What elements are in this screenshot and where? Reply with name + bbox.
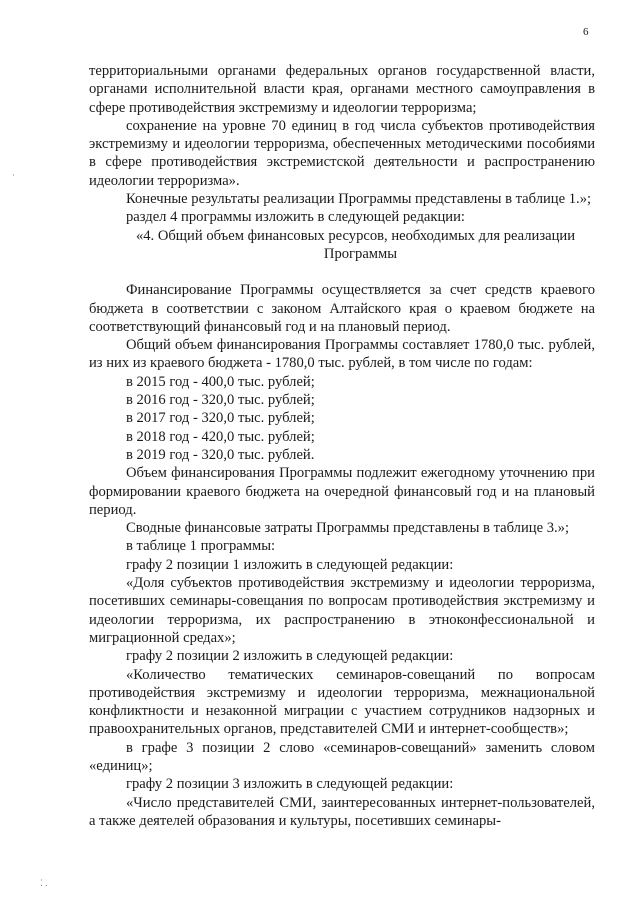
- paragraph: «Число представителей СМИ, заинтересованных интернет-пользователей, а также деятелей образования и культуры, посетивших семинары-: [89, 794, 595, 829]
- paragraph: Общий объем финансирования Программы составляет 1780,0 тыс. рублей, из них из краевого бюджета - 1780,0 тыс. рублей, в том числе по годам:: [89, 337, 595, 372]
- year-item: в 2016 год - 320,0 тыс. рублей;: [126, 392, 315, 409]
- paragraph: Объем финансирования Программы подлежит ежегодному уточнению при формировании краевого бюджета на очередной финансовый год и на плановый период.: [89, 465, 595, 518]
- paragraph: раздел 4 программы изложить в следующей редакции:: [126, 209, 465, 226]
- section-heading: «4. Общий объем финансовых ресурсов, необходимых для реализации Программы: [135, 227, 576, 262]
- year-item: в 2017 год - 320,0 тыс. рублей;: [126, 410, 315, 427]
- year-item: в 2015 год - 400,0 тыс. рублей;: [126, 373, 315, 390]
- scan-speck: ⁚ .: [40, 878, 48, 888]
- paragraph: «Доля субъектов противодействия экстремизму и идеологии терроризма, посетивших семинары-совещания по вопросам противодействия экстремизму и идеологии терроризма, их распространению в этноконфессиональной и миграционной средах»;: [89, 575, 595, 646]
- paragraph: сохранение на уровне 70 единиц в год числа субъектов противодействия экстремизму и идеологии терроризма, обеспеченных методическими пособиями в сфере противодействия экстремистской деятельности и распространению идеологии терроризма».: [89, 117, 595, 189]
- page-number: 6: [583, 26, 589, 38]
- paragraph: «Количество тематических семинаров-совещаний по вопросам противодействия экстремизму и идеологии терроризма, межнациональной конфликтности и незаконной миграции с участием сотрудников надзорных и правоохранительных органов, представителей СМИ и интернет-сообществ»;: [89, 666, 595, 738]
- paragraph: графу 2 позиции 1 изложить в следующей редакции:: [126, 556, 454, 573]
- year-item: в 2019 год - 320,0 тыс. рублей.: [126, 446, 315, 463]
- scan-speck: ·: [12, 170, 15, 180]
- paragraph: графу 2 позиции 2 изложить в следующей редакции:: [126, 648, 454, 665]
- blank-line: [89, 263, 595, 281]
- paragraph: графу 2 позиции 3 изложить в следующей редакции:: [126, 776, 454, 793]
- paragraph: в графе 3 позиции 2 слово «семинаров-совещаний» заменить словом «единиц»;: [89, 739, 595, 774]
- paragraph: Сводные финансовые затраты Программы представлены в таблице 3.»;: [126, 520, 569, 537]
- document-body: [89, 62, 595, 830]
- paragraph: в таблице 1 программы:: [126, 538, 276, 555]
- year-item: в 2018 год - 420,0 тыс. рублей;: [126, 428, 315, 445]
- paragraph: Финансирование Программы осуществляется за счет средств краевого бюджета в соответствии с законом Алтайского края о краевом бюджете на соответствующий финансовый год и на плановый период.: [89, 282, 595, 335]
- paragraph: территориальными органами федеральных органов государственной власти, органами исполнительной власти края, органами местного самоуправления в сфере противодействия экстремизму и идеологии терроризма;: [89, 63, 595, 116]
- paragraph: Конечные результаты реализации Программы представлены в таблице 1.»;: [126, 191, 592, 208]
